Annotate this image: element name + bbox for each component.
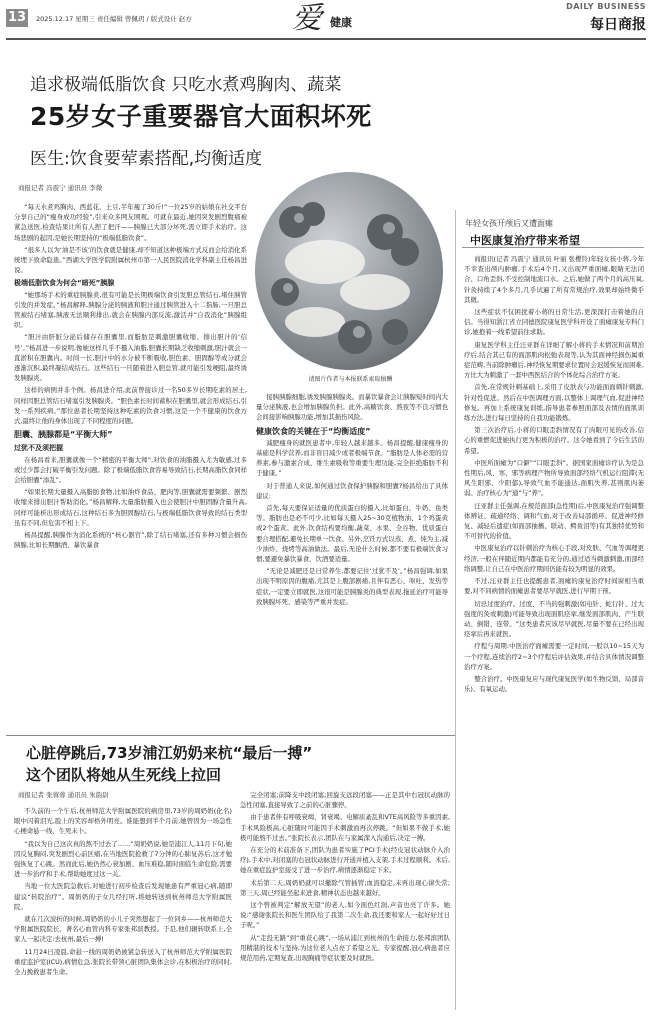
article-paragraph: 不过,汪亚群主任也提醒患者,面瘫的康复治疗时间窗相当重要,对不同病情的面瘫患者要尽早就医,进行早期干预。 (464, 577, 644, 596)
article-paragraph: 商报讯(记者 冯震宁 通讯员 叶丽 张樱铃)年轻女孩小蒋,今年不幸查出颅内肿瘤,手术后4个月,又出现严重面瘫,眼睛无法闭合、口角歪斜,不受控制地流口水。之后,她做了两个月的高压氧,针灸持续了4个多月,几乎试遍了所有常规治疗,效果却始终微乎其微。 (464, 255, 644, 304)
article-paragraph: “如果长期大量摄入高脂肪食物,比如油炸食品、肥肉等,胆囊就需要频繁、剧烈收缩来排出胆汁帮助消化。”杨昌解释,大量脂肪摄入也会使胆汁中胆固醇含量升高,同样可能析出形成结石,这种结石多为胆固醇结石,与极端低脂饮食导致的结石类型虽有不同,但危害不相上下。 (14, 488, 247, 527)
article-paragraph: 中医康复治疗以针刺治疗为核心手段,对皮肤、气血等调理更经济,一般在伴随近期内都能有充分的,通过适当刺激刺激,面部经络调整,让自己在中医治疗期间仍能有较为明显的效果。 (464, 544, 644, 573)
side-article-column (464, 254, 644, 1019)
article-paragraph: 汪亚群主任强调,在规范面部(急性期)后,中医康复治疗强调整体辨证、疏通经络、调和气血,对于改善局部循环、促进神经修复、减轻后遗症(如面部抽搐、联动、鳄鱼泪等)有其独特优势和不可替代的价值。 (464, 501, 644, 541)
article-paragraph: 从“走投无路”到“重获心跳”,一场从浦江到杭州的生命接力,张邦滨团队用精湛的技术与坚持,为这位老人点亮了希望之光。专家提醒,冠心病患者应规范用药,定期复查,出现胸痛等症状要及时就医。 (240, 933, 450, 963)
issue-meta: 2025.12.17 星期三 责任编辑 曾佩玥 / 版式设计 赵方 (36, 15, 192, 23)
article-paragraph: 由于患者伴有呼吸衰竭、肾衰竭、电解质紊乱和VTE高风险等多重因素,手术风险极高,心脏随时可能因手术刺激而再次停跳。“但如果不做手术,她极可能熬不过去。”张院长表示,团队在与家属深入沟通后,决定一搏。 (240, 813, 450, 842)
article-paragraph: “我以为自己这次真的熬不过去了……”周奶奶说,她是浦江人,11月下旬,她因反复胸闷,突发剧烈心前区痛,在当地医院抢救了7分钟的心肺复苏后,这才勉强恢复了心跳。然而此后,她仍然心衰加剧、血压难稳,随时面临生命危险,需要进一步治疗和手术,帮助她度过这一关。 (14, 839, 232, 879)
section-name: 健康 (330, 16, 352, 29)
story2-column-2 (240, 790, 450, 1018)
section-subheading: 极端低脂饮食为何会“暗死”胰腺 (14, 279, 115, 288)
article-paragraph: “每天水煮鸡胸肉、西蓝花、土豆,半年瘦了30斤!”一位25岁的姑娘在社交平台分享自己的“瘦身成功经验”,引来众多网友围观。可就在最近,她因突发剧烈腹痛被紧急送医,检查结果让所有人捏了把汗——胰腺已大部分坏死,需立即手术治疗。这场悲剧的起因,是她长期坚持的“极端低脂饮食”。 (14, 203, 247, 242)
article-paragraph: 杨昌提醒,胰腺作为消化系统的“核心器官”,除了结石堵塞,还有多种习惯会损伤胰腺,比如长期酗酒、暴饮暴食 (14, 531, 247, 550)
article-paragraph: 减肥瘦身的就医患者中,年轻人越来越多。杨昌提醒,健康瘦身的基础是科学营养,而非盲目减少或者极端节食。“脂肪是人体必需的营养素,参与激素合成、维生素吸收等重要生理功能,完全拒绝脂肪不利于健康。” (256, 438, 448, 478)
article-paragraph: “很多人以为‘油是不该’的饮食就是健康,却不知道这种极端方式反而会给消化系统埋下致命隐患。”西湖大学医学院附属杭州市第一人民医院消化学科副主任杨昌进说。 (14, 245, 247, 275)
article-paragraph: 在充分的术前准备下,团队为患者实施了PCI手术(经皮冠状动脉介入治疗),手术中,对闭塞的右冠状动脉进行开通并植入支架,手术过程顺利。术后,她在重症监护室接受了进一步治疗,病情逐渐稳定下来。 (240, 846, 450, 875)
article-paragraph: 对于普通人来说,如何通过饮食保护胰腺和胆囊?杨昌给出了具体建议: (256, 481, 448, 500)
article-paragraph: 第三次治疗后,小蒋的口眼歪斜情况有了肉眼可见的改善,信心的重燃促进她执行更为积极的治疗。这令她看到了今后生活的希望。 (464, 426, 644, 455)
column-divider (455, 210, 456, 1010)
story2-column-1 (14, 806, 232, 1018)
main-subhead: 医生:饮食要荤素搭配,均衡适度 (30, 149, 263, 169)
article-paragraph: 这个曾被判定“解放无望”的老人,如今面色红润,声音也亮了许多。她说:“感谢张院长和医生团队给了我第二次生命,我还要和家人一起好好过日子呢。” (240, 901, 450, 930)
side-divider (462, 247, 644, 248)
article-paragraph: 当地一位大医院急救后,对她进行初步检查后发现她患有严重冠心病,随即建议“转院治疗”。周奶奶的子女几经打听,将她转送到杭州师范大学附属医院。 (14, 882, 232, 911)
article-paragraph: 完全闭塞;前降支中段闭塞;回旋支远段闭塞——正是其中右冠状动脉的急性闭塞,直接导致了之前的心脏骤停。 (240, 791, 450, 810)
main-byline: 商报记者 冯震宁 通讯员 李微 (18, 184, 103, 192)
article-paragraph: 11月24日凌晨,命悬一线的周奶奶被紧急转送入了杭州师范大学附属医院重症监护室(ICU),病情危急,张院长带领心脏团队集体会诊,在积极治疗的同时,全力挽救患者生命。 (14, 947, 232, 977)
page-number: 13 (7, 10, 27, 25)
article-paragraph: “胆汁由肝脏分泌后储存在胆囊里,而脂肪是刺激胆囊收缩、排出胆汁的‘信号’。”杨昌进一步说明,像她这样几乎不摄入油脂,胆囊长期缺乏收缩刺激,胆汁就会一直淤积在胆囊内。时间一长,胆汁中的水分被不断吸收,胆色素、胆固醇等成分就会逐渐沉积,最终凝结成结石。这些结石一旦随着进入胆总管,就可能引发梗阻,最终诱发胰腺炎。 (14, 333, 247, 383)
article-paragraph: 术后第二天,周奶奶就可以撤除气管插管;血流稳定,未再出现心律失常;第三天,周已经能坐起来进食,精神状态也越来越好。 (240, 878, 450, 897)
article-paragraph: 在杨昌看来,胆囊就像一个“精密的平衡大师”,对饮食的油脂摄入尤为敏感,过多或过少都会打破平衡引发问题。除了极端低脂饮食容易导致结石,长期高脂饮食同样会给胆囊“添乱”。 (14, 455, 247, 485)
main-headline: 25岁女子重要器官大面积坏死 (30, 102, 372, 131)
article-paragraph: 接胰胰腺细胞,诱发胰腺胰腺炎。而暴饮暴食会让胰腺短时间内大量分泌胰液,也会增加胰腺负担。此外,高糖饮食、熬夜等不良习惯也会间接影响胰腺功能,增加其损伤风险。 (256, 393, 448, 422)
food-photo (255, 172, 443, 370)
main-article-column-2 (256, 392, 448, 732)
section-logo-char: 爱 (292, 1, 322, 36)
main-article-column-1 (14, 202, 247, 732)
main-kicker: 追求极端低脂饮食 只吃水煮鸡胸肉、蔬菜 (30, 75, 342, 95)
article-paragraph: 首先,在常规针刺基础上,采用了皮肤表与功能面面刺针刺激,针对性促进。然后在中医调理方面,以整体上调理气血,促进神经修复。再加上系统康复训练,指导患者参照面部及表情的面肌训练方法,进行每日坚持的自我功能锻炼。 (464, 383, 644, 423)
story2-headline-line2: 这个团队将她从生死线上拉回 (26, 766, 222, 784)
paper-name-en: DAILY BUSINESS (566, 2, 646, 11)
article-paragraph: 这些症状不仅困扰着小蒋的日常生活,更深深打击着她的自信。当得知浙江省立同德医院康复医学科开设了面瘫康复专科门诊,她抱着一线希望前往求助。 (464, 308, 644, 337)
article-paragraph: 中医所面瘫为“口僻”“口眼歪斜”。据国家面瘫诊疗认为是急性期后,风、寒、邪等病理产物所导致面部经络气机运行阻滞(无风生阳邪、少阳郁),导致气血不能通达,面肌失养,甚则肌肉萎弱。治疗核心为“通”与“养”。 (464, 458, 644, 498)
story2-headline-line1: 心脏停跳后,73岁浦江奶奶来杭“最后一搏” (26, 744, 313, 762)
header-divider (6, 38, 646, 40)
section-subheading: 过犹不及须把握 (14, 444, 63, 453)
story-divider (6, 735, 455, 736)
article-paragraph: 这样的病例并非个例。杨昌进介绍,此前曾接诊过一名50多岁长期吃素的居士,同样因胆总管结石堵塞引发胰腺炎。“胆色素长时间蓄积在胆囊里,就会形成结石,引发一系列疾病。”那位患者长期坚持这种吃素的饮食习惯,这是一个不健康的饮食方式,最终让他的身体出现了不同程度的问题。 (14, 386, 247, 426)
story2-byline: 商报记者 张蓉蓉 通讯员 朱韵尉 (18, 791, 109, 799)
article-paragraph: 不久前的一个午后,杭州师范大学附属医院的病房里,73岁的周奶奶(化名)眼中闪着泪光,脸上的笑容却格外明亮。谁能想到半个月前,她曾因为一场急性心梗命悬一线、生死未卜。 (14, 807, 232, 836)
section-subheading: 健康饮食的关键在于“均衡适度” (256, 426, 371, 436)
side-headline: 中医康复治疗带来希望 (470, 234, 580, 247)
article-paragraph: 疗程与周期:中医治疗面瘫需要一定时间,一般以10~15天为一个疗程,连续治疗2~3个疗程后评估效果,并结合具体情况调整治疗方案。 (464, 642, 644, 671)
article-paragraph: 康复医学科主任汪亚群在详细了解小蒋的手术情况和前期治疗后,结合其已有的面部肌肉松弛表现等,认为其面神经损伤属重症范畴,当前除肿瘤后,神经恢复期要求位置时会迟缓恢复而困难,方比大为刺激了一套中西医结合的个体化综合治疗方案。 (464, 340, 644, 380)
article-paragraph: “无论是减肥还是日常养生,都要记住‘过犹不及’。”杨昌强调,如果出现不明原因的腹痛,尤其是上腹部剧痛,且伴有恶心、呕吐、发热等症状,一定要立即就医,这很可能是胰腺炎的典型表现,拖延治疗可能导致胰腺坏死、感染等严重并发症。 (256, 567, 448, 606)
article-paragraph: 首先,每天要保证适量的优质蛋白的摄入,比如蛋白、牛奶、鱼类等。脂肪也是必不可少,比如每天摄入25~30克植物油、1个鸡蛋黄或2个蛋黄。此外,饮食结构要均衡,蔬菜、水果、全谷物、优质蛋白要合理搭配,避免长期单一饮食。另外,烹饪方式以蒸、煮、炖为主,减少油炸、烧烤等高油做法。最后,无论什么时候,都不要有极端饮食习惯,要避免暴饮暴食、饮酒要适量。 (256, 504, 448, 564)
section-subheading: 胆囊、胰腺都是“平衡大师” (14, 430, 113, 440)
photo-caption: 请图片作者与本报联系索取稿酬 (308, 376, 393, 383)
side-kicker: 年轻女孩开颅后又遭面瘫 (465, 219, 553, 228)
paper-name-cn: 每日商报 (590, 17, 646, 33)
article-paragraph: “她那场手术的重症胰腺炎,很有可能是长期极端饮食引发胆总管结石,堵住胰管引发的并发症。”杨昌解释,胰腺分泌的胰液和胆汁通过胰管进入十二指肠,一旦胆总管被结石堵塞,胰液无法顺利排出,就会在胰腺内部反流,激活并“自我消化”胰腺组织。 (14, 290, 247, 330)
article-paragraph: 整合治疗。中医康复应与现代康复医学(如生物反馈、局部音乐)、有氧运动。 (464, 674, 644, 694)
article-paragraph: 切忌过度治疗。过度、不当的强刺激(如电针、蛇行针、过大强度的灸或刺激)可能导致出现面肌痉挛,继发面部肌肉、产生联动、倒错、连带。“这类患者应该尽早就医,尽量不要在已经出现痉挛后再来就医。 (464, 599, 644, 639)
article-paragraph: 就在几次波折的时候,周奶奶的小儿子突然想起了一位同乡——杭州师范大学附属医院院长、著名心血管内科专家张邦滨教授。于是,他们辗转联系上,全家人一起决定:去杭州,最后一搏! (14, 915, 232, 944)
broccoli-chicken-illustration (255, 172, 443, 370)
